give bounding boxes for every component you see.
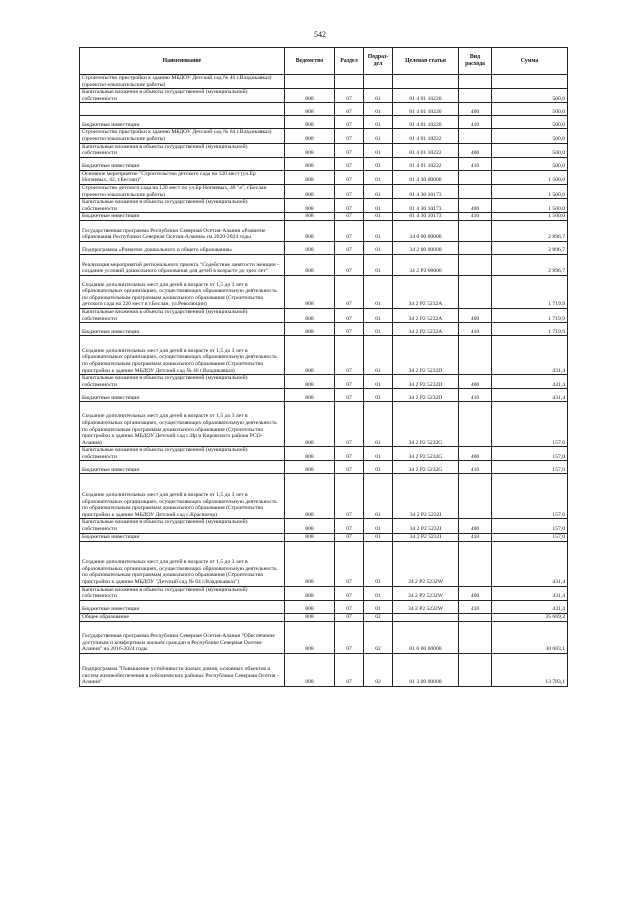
row-razdel: 07 <box>335 461 364 474</box>
row-expense-type <box>459 75 492 89</box>
row-sum: 1 500,0 <box>492 170 568 184</box>
row-name: Создание дополнительных мест для детей в возрасте от 1,5 до 3 лет в образовательных организациях, осуществляющих образовательную деятельность по образовательным программам дошкольного образования (Строительство пристройки к зданию МБДОУ Детский сад с.Красногор) <box>80 474 285 519</box>
row-podrazdel <box>364 75 393 89</box>
row-sum: 1 500,0 <box>492 199 568 213</box>
row-razdel: 07 <box>335 541 364 586</box>
row-name: Строительство пристройки к зданию МБДОУ Детский сад № 64 г.Владикавказ) (проектно-изыскательские работы) <box>80 129 285 143</box>
row-target-article: 34 2 P2 5232D <box>393 375 459 389</box>
table-row <box>80 519 568 533</box>
row-name: Подпрограмма "Повышение устойчивости жилых домов, основных объектов и систем жизнеобеспечения в сейсмических районах Республики Северная Осетия - Алания" <box>80 653 285 686</box>
row-vedomstvo: 808 <box>285 653 335 686</box>
row-expense-type: 410 <box>459 116 492 129</box>
row-vedomstvo: 808 <box>285 375 335 389</box>
row-expense-type: 400 <box>459 586 492 600</box>
row-target-article: 34 2 P2 5232D <box>393 336 459 375</box>
row-podrazdel: 01 <box>364 170 393 184</box>
row-expense-type <box>459 653 492 686</box>
row-vedomstvo: 808 <box>285 199 335 213</box>
header-podrazdel: Подраз-дел <box>364 48 393 75</box>
header-sum: Сумма <box>492 48 568 75</box>
table-row <box>80 170 568 184</box>
table-row <box>80 461 568 474</box>
row-expense-type <box>459 89 492 103</box>
row-vedomstvo: 808 <box>285 533 335 541</box>
row-razdel: 07 <box>335 533 364 541</box>
row-target-article: 01 4 30 10173 <box>393 199 459 213</box>
row-razdel: 07 <box>335 308 364 322</box>
row-target-article: 01 4 30 10173 <box>393 213 459 221</box>
row-target-article: 34 2 P2 5232I <box>393 519 459 533</box>
row-razdel: 07 <box>335 199 364 213</box>
header-name: Наименование <box>80 48 285 75</box>
row-target-article: 01 0 00 00000 <box>393 621 459 653</box>
row-target-article: 01 4 01 10222 <box>393 143 459 157</box>
row-target-article: 34 2 P2 5232A <box>393 275 459 308</box>
row-name: Бюджетные инвестиции <box>80 600 285 613</box>
row-name: Строительство пристройки к зданию МБДОУ Детский сад № 46 г.Владикавказ) (проектно-изыскательские работы) <box>80 75 285 89</box>
table-row <box>80 600 568 613</box>
row-target-article: 34 2 P2 5232W <box>393 600 459 613</box>
row-sum <box>492 75 568 89</box>
row-expense-type <box>459 541 492 586</box>
row-name: Капитальные вложения в объекты государственной (муниципальной) собственности <box>80 89 285 103</box>
row-sum: 2 896,7 <box>492 241 568 254</box>
row-razdel: 07 <box>335 275 364 308</box>
row-podrazdel: 01 <box>364 336 393 375</box>
row-razdel: 07 <box>335 402 364 447</box>
row-podrazdel: 01 <box>364 157 393 170</box>
row-sum: 500,0 <box>492 116 568 129</box>
table-row <box>80 308 568 322</box>
row-target-article: 34 2 P2 5232G <box>393 461 459 474</box>
row-podrazdel: 01 <box>364 600 393 613</box>
row-vedomstvo: 808 <box>285 170 335 184</box>
row-sum: 30 683,1 <box>492 621 568 653</box>
table-row <box>80 375 568 389</box>
table-row <box>80 75 568 89</box>
row-target-article: 34 2 P2 00000 <box>393 254 459 275</box>
row-vedomstvo: 808 <box>285 308 335 322</box>
row-sum: 500,0 <box>492 89 568 103</box>
row-sum: 1 719,9 <box>492 308 568 322</box>
row-vedomstvo: 808 <box>285 116 335 129</box>
row-sum: 35 669,3 <box>492 613 568 621</box>
row-razdel: 07 <box>335 157 364 170</box>
row-vedomstvo: 808 <box>285 254 335 275</box>
row-expense-type: 410 <box>459 323 492 336</box>
row-podrazdel: 02 <box>364 653 393 686</box>
row-podrazdel: 01 <box>364 323 393 336</box>
row-name: Бюджетные инвестиции <box>80 213 285 221</box>
row-razdel: 07 <box>335 389 364 402</box>
row-podrazdel: 01 <box>364 103 393 116</box>
table-row <box>80 129 568 143</box>
row-sum: 500,0 <box>492 157 568 170</box>
header-razdel: Раздел <box>335 48 364 75</box>
row-podrazdel: 01 <box>364 184 393 198</box>
row-expense-type: 400 <box>459 519 492 533</box>
row-expense-type <box>459 613 492 621</box>
row-podrazdel: 01 <box>364 143 393 157</box>
row-expense-type <box>459 275 492 308</box>
row-vedomstvo: 808 <box>285 586 335 600</box>
row-razdel: 07 <box>335 336 364 375</box>
row-podrazdel: 01 <box>364 308 393 322</box>
header-target-article: Целевая статья <box>393 48 459 75</box>
table-row <box>80 220 568 241</box>
row-name: Создание дополнительных мест для детей в возрасте от 1,5 до 3 лет в образовательных организациях, осуществляющих образовательную деятельность по образовательным программам дошкольного образования (Строительство детского сада на 220 мест в г.Беслан, ул.Революции) <box>80 275 285 308</box>
row-target-article: 01 4 30 10173 <box>393 184 459 198</box>
budget-table <box>79 47 568 687</box>
table-row <box>80 541 568 586</box>
row-razdel: 07 <box>335 241 364 254</box>
row-expense-type <box>459 220 492 241</box>
row-sum: 431,4 <box>492 336 568 375</box>
row-razdel <box>335 75 364 89</box>
row-name: Общее образование <box>80 613 285 621</box>
row-name: Бюджетные инвестиции <box>80 157 285 170</box>
row-name <box>80 103 285 116</box>
table-row <box>80 323 568 336</box>
row-expense-type <box>459 241 492 254</box>
row-sum: 2 896,7 <box>492 254 568 275</box>
row-vedomstvo <box>285 75 335 89</box>
table-header-row <box>80 48 568 75</box>
row-name: Основное мероприятие "Строительство детского сада на 120 мест (ул.Ер Ногмевых, 42, г.Беслан)" <box>80 170 285 184</box>
row-vedomstvo: 808 <box>285 621 335 653</box>
row-target-article: 01 4 01 10220 <box>393 116 459 129</box>
row-name: Капитальные вложения в объекты государственной (муниципальной) собственности <box>80 199 285 213</box>
row-target-article <box>393 75 459 89</box>
row-razdel: 07 <box>335 613 364 621</box>
row-sum: 431,4 <box>492 375 568 389</box>
row-sum: 157,0 <box>492 533 568 541</box>
row-expense-type <box>459 402 492 447</box>
row-name: Бюджетные инвестиции <box>80 533 285 541</box>
table-row <box>80 275 568 308</box>
table-row <box>80 143 568 157</box>
table-row <box>80 389 568 402</box>
table-row <box>80 184 568 198</box>
row-expense-type <box>459 336 492 375</box>
row-razdel: 07 <box>335 375 364 389</box>
row-expense-type: 400 <box>459 199 492 213</box>
row-podrazdel: 01 <box>364 402 393 447</box>
row-vedomstvo: 808 <box>285 541 335 586</box>
row-podrazdel: 01 <box>364 129 393 143</box>
row-sum: 1 500,0 <box>492 213 568 221</box>
row-razdel: 07 <box>335 586 364 600</box>
row-name: Капитальные вложения в объекты государственной (муниципальной) собственности <box>80 375 285 389</box>
row-podrazdel: 01 <box>364 275 393 308</box>
row-name: Государственная программа Республики Северная Осетия-Алания "Обеспечение доступным и комфортным жильем граждан в Республике Северная Осетия-Алания" на 2016-2024 годы <box>80 621 285 653</box>
row-expense-type: 410 <box>459 213 492 221</box>
row-target-article: 34 2 P2 5232I <box>393 533 459 541</box>
row-podrazdel: 01 <box>364 241 393 254</box>
row-podrazdel: 01 <box>364 220 393 241</box>
table-row <box>80 241 568 254</box>
row-expense-type <box>459 474 492 519</box>
row-podrazdel: 01 <box>364 213 393 221</box>
row-sum: 500,0 <box>492 143 568 157</box>
table-row <box>80 199 568 213</box>
row-vedomstvo: 808 <box>285 157 335 170</box>
row-podrazdel: 01 <box>364 375 393 389</box>
row-razdel: 07 <box>335 116 364 129</box>
table-body <box>80 75 568 687</box>
row-razdel: 07 <box>335 213 364 221</box>
row-name: Строительство детского сада на 120 мест по ул.Бр Ногмевых, 48 "а", г.Беслан (проектно-изыскательские работы) <box>80 184 285 198</box>
row-vedomstvo: 808 <box>285 103 335 116</box>
table-row <box>80 157 568 170</box>
row-vedomstvo: 808 <box>285 461 335 474</box>
row-expense-type <box>459 184 492 198</box>
row-podrazdel: 01 <box>364 89 393 103</box>
row-name: Бюджетные инвестиции <box>80 323 285 336</box>
row-expense-type: 400 <box>459 447 492 461</box>
row-razdel: 07 <box>335 129 364 143</box>
row-name: Создание дополнительных мест для детей в возрасте от 1,5 до 3 лет в образовательных организациях, осуществляющих образовательную деятельность по образовательным программам дошкольного образования (Строительство пристройки к зданию МБДОУ Детский сад № 46 г.Владикавказ) <box>80 336 285 375</box>
row-target-article <box>393 613 459 621</box>
row-vedomstvo: 808 <box>285 402 335 447</box>
row-vedomstvo: 808 <box>285 474 335 519</box>
row-sum: 500,0 <box>492 103 568 116</box>
row-razdel: 07 <box>335 184 364 198</box>
row-podrazdel: 01 <box>364 116 393 129</box>
row-expense-type <box>459 170 492 184</box>
table-row <box>80 336 568 375</box>
row-expense-type: 400 <box>459 143 492 157</box>
row-podrazdel: 01 <box>364 474 393 519</box>
row-name: Капитальные вложения в объекты государственной (муниципальной) собственности <box>80 143 285 157</box>
row-target-article: 34 2 P2 5232D <box>393 389 459 402</box>
row-razdel: 07 <box>335 519 364 533</box>
row-sum: 1 719,9 <box>492 323 568 336</box>
row-name: Капитальные вложения в объекты государственной (муниципальной) собственности <box>80 308 285 322</box>
row-razdel: 07 <box>335 621 364 653</box>
row-sum: 157,0 <box>492 474 568 519</box>
row-vedomstvo: 808 <box>285 336 335 375</box>
row-vedomstvo: 808 <box>285 89 335 103</box>
row-target-article: 34 2 00 00000 <box>393 241 459 254</box>
table-row <box>80 474 568 519</box>
row-target-article: 01 3 00 00000 <box>393 653 459 686</box>
row-podrazdel: 01 <box>364 447 393 461</box>
row-podrazdel: 01 <box>364 461 393 474</box>
row-sum: 157,0 <box>492 461 568 474</box>
row-razdel: 07 <box>335 254 364 275</box>
row-target-article: 34 2 P2 5232A <box>393 323 459 336</box>
row-target-article: 01 4 01 10222 <box>393 129 459 143</box>
row-name: Подпрограмма «Развитие дошкольного и общего образования» <box>80 241 285 254</box>
row-podrazdel: 01 <box>364 586 393 600</box>
table-row <box>80 402 568 447</box>
row-target-article: 34 2 P2 5232W <box>393 541 459 586</box>
row-podrazdel: 01 <box>364 519 393 533</box>
header-expense-type: Вид расхода <box>459 48 492 75</box>
row-sum: 13 783,1 <box>492 653 568 686</box>
table-row <box>80 447 568 461</box>
row-vedomstvo: 808 <box>285 600 335 613</box>
page-number: 542 <box>314 30 326 39</box>
row-sum: 431,4 <box>492 541 568 586</box>
row-vedomstvo: 808 <box>285 519 335 533</box>
row-vedomstvo: 808 <box>285 613 335 621</box>
row-podrazdel: 02 <box>364 621 393 653</box>
row-sum: 2 896,7 <box>492 220 568 241</box>
row-sum: 500,0 <box>492 129 568 143</box>
row-target-article: 34 2 P2 5232G <box>393 402 459 447</box>
row-vedomstvo: 808 <box>285 143 335 157</box>
row-expense-type: 400 <box>459 375 492 389</box>
row-vedomstvo: 808 <box>285 220 335 241</box>
row-expense-type <box>459 129 492 143</box>
row-razdel: 07 <box>335 103 364 116</box>
row-vedomstvo: 808 <box>285 129 335 143</box>
row-razdel: 07 <box>335 220 364 241</box>
row-vedomstvo: 808 <box>285 323 335 336</box>
row-expense-type: 400 <box>459 103 492 116</box>
row-name: Создание дополнительных мест для детей в возрасте от 1,5 до 3 лет в образовательных организациях, осуществляющих образовательную деятельность по образовательным программам дошкольного образования (Строительство пристройки к зданию МБДОУ Детский сад с.Ир и Кировского района РСО-Алания) <box>80 402 285 447</box>
row-podrazdel: 01 <box>364 254 393 275</box>
row-podrazdel: 01 <box>364 199 393 213</box>
row-target-article: 34 2 P2 5232G <box>393 447 459 461</box>
row-razdel: 07 <box>335 653 364 686</box>
row-sum: 431,4 <box>492 389 568 402</box>
row-name: Бюджетные инвестиции <box>80 389 285 402</box>
row-razdel: 07 <box>335 323 364 336</box>
row-target-article: 34 2 P2 5232W <box>393 586 459 600</box>
row-expense-type: 410 <box>459 533 492 541</box>
row-razdel: 07 <box>335 447 364 461</box>
row-sum: 157,0 <box>492 402 568 447</box>
row-expense-type: 410 <box>459 461 492 474</box>
row-sum: 431,4 <box>492 600 568 613</box>
row-name: Государственная программа Республики Северная Осетия-Алания «Развитие образования Республики Северная Осетия-Алания» на 2020-2024 годы <box>80 220 285 241</box>
row-podrazdel: 01 <box>364 541 393 586</box>
row-name: Создание дополнительных мест для детей в возрасте от 1,5 до 3 лет в образовательных организациях, осуществляющих образовательную деятельность по образовательным программам дошкольного образования (Строительство пристройки к зданию МБДОУ "Детский сад № 64 г.Владикавказ") <box>80 541 285 586</box>
row-name: Капитальные вложения в объекты государственной (муниципальной) собственности <box>80 519 285 533</box>
row-name: Капитальные вложения в объекты государственной (муниципальной) собственности <box>80 447 285 461</box>
row-expense-type: 410 <box>459 600 492 613</box>
row-target-article: 01 4 01 10222 <box>393 157 459 170</box>
row-name: Бюджетные инвестиции <box>80 461 285 474</box>
row-target-article: 01 4 30 00000 <box>393 170 459 184</box>
table-row <box>80 89 568 103</box>
row-expense-type <box>459 254 492 275</box>
row-target-article: 01 4 01 10220 <box>393 103 459 116</box>
table-row <box>80 254 568 275</box>
row-vedomstvo: 808 <box>285 213 335 221</box>
table-row <box>80 613 568 621</box>
row-expense-type: 400 <box>459 308 492 322</box>
table-row <box>80 213 568 221</box>
row-podrazdel: 02 <box>364 613 393 621</box>
row-target-article: 34 2 P2 5232I <box>393 474 459 519</box>
row-razdel: 07 <box>335 170 364 184</box>
row-podrazdel: 01 <box>364 389 393 402</box>
row-expense-type: 410 <box>459 157 492 170</box>
row-expense-type <box>459 621 492 653</box>
table-row <box>80 621 568 653</box>
row-vedomstvo: 808 <box>285 447 335 461</box>
row-vedomstvo: 808 <box>285 389 335 402</box>
row-razdel: 07 <box>335 143 364 157</box>
row-razdel: 07 <box>335 89 364 103</box>
row-vedomstvo: 808 <box>285 241 335 254</box>
row-razdel: 07 <box>335 600 364 613</box>
header-vedomstvo: Ведомство <box>285 48 335 75</box>
row-vedomstvo: 808 <box>285 275 335 308</box>
row-name: Реализация мероприятий регионального проекта "Содействие занятости женщин - создание условий дошкольного образования для детей в возрасте до трех лет" <box>80 254 285 275</box>
row-sum: 1 719,9 <box>492 275 568 308</box>
row-sum: 431,4 <box>492 586 568 600</box>
row-target-article: 34 2 P2 5232A <box>393 308 459 322</box>
table-row <box>80 103 568 116</box>
table-row <box>80 533 568 541</box>
row-sum: 1 500,0 <box>492 184 568 198</box>
table-row <box>80 653 568 686</box>
row-podrazdel: 01 <box>364 533 393 541</box>
row-sum: 157,0 <box>492 447 568 461</box>
row-target-article: 01 4 01 10220 <box>393 89 459 103</box>
row-name: Бюджетные инвестиции <box>80 116 285 129</box>
table-row <box>80 116 568 129</box>
row-sum: 157,0 <box>492 519 568 533</box>
row-name: Капитальные вложения в объекты государственной (муниципальной) собственности <box>80 586 285 600</box>
row-target-article: 34 0 00 00000 <box>393 220 459 241</box>
table-row <box>80 586 568 600</box>
row-razdel: 07 <box>335 474 364 519</box>
row-vedomstvo: 808 <box>285 184 335 198</box>
row-expense-type: 410 <box>459 389 492 402</box>
